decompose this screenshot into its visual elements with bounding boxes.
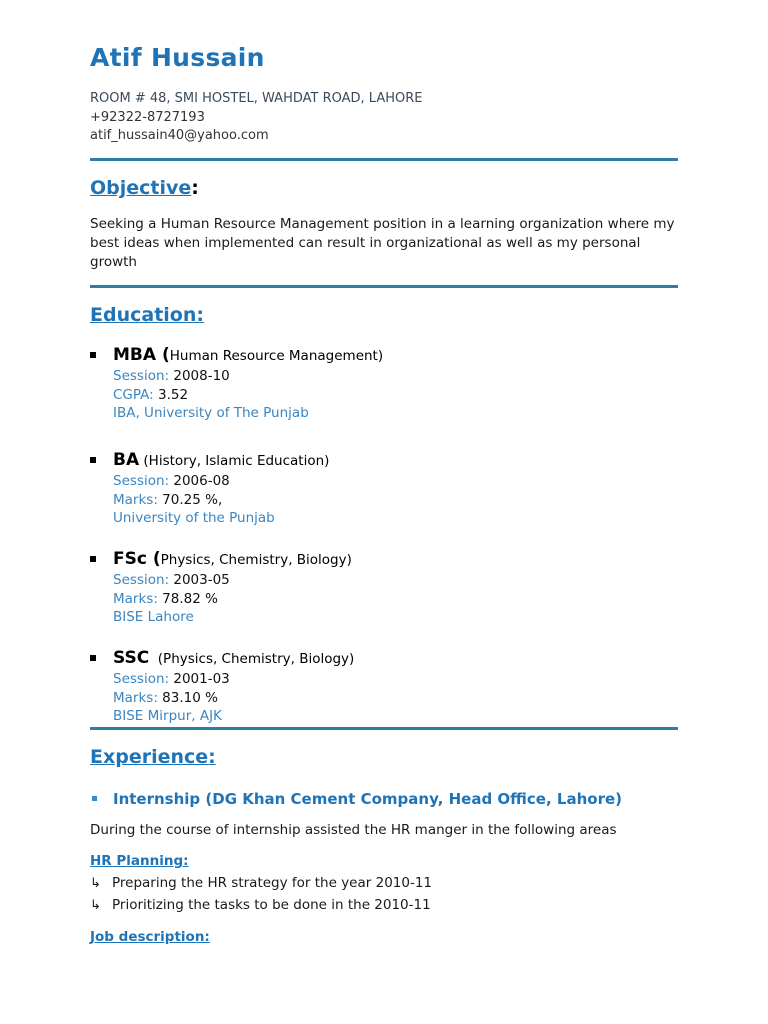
degree-name: BA [113, 450, 140, 470]
section-divider [90, 158, 678, 161]
degree-subjects: (History, Islamic Education) [139, 453, 330, 469]
grade-value: 83.10 % [162, 689, 218, 706]
bullet-icon [90, 457, 96, 463]
experience-title: Internship (DG Khan Cement Company, Head Office, Lahore) [113, 790, 622, 808]
task-text: Preparing the HR strategy for the year 2010-11 [112, 875, 433, 891]
bullet-icon [90, 352, 96, 358]
institution: BISE Lahore [113, 609, 194, 625]
session-value: 2006-08 [173, 473, 230, 489]
grade-label: Marks: [113, 590, 163, 607]
degree-name: MBA ( [113, 345, 170, 365]
education-heading: Education: [90, 304, 204, 326]
institution: BISE Mirpur, AJK [113, 708, 222, 724]
objective-heading-text: Objective [90, 177, 192, 199]
grade-value: 3.52 [158, 386, 189, 403]
degree-name: SSC [113, 648, 150, 668]
degree-name: FSc ( [113, 549, 161, 569]
grade-label: CGPA: [113, 386, 159, 403]
experience-heading: Experience: [90, 746, 216, 768]
session-value: 2008-10 [173, 368, 230, 384]
degree-subjects: Physics, Chemistry, Biology) [160, 552, 352, 568]
email-address: atif_hussain40@yahoo.com [90, 128, 269, 143]
objective-heading-colon: : [191, 177, 199, 199]
session-label: Session: [113, 671, 174, 687]
bullet-icon [90, 655, 96, 661]
task-text: Prioritizing the tasks to be done in the 2010-11 [112, 897, 431, 913]
grade-value: 78.82 % [162, 590, 218, 607]
degree-subjects: Human Resource Management) [169, 348, 384, 364]
address: ROOM # 48, SMI HOSTEL, WAHDAT ROAD, LAHORE [90, 91, 423, 106]
objective-text: Seeking a Human Resource Management position in a learning organization where my best ideas when implemented can result in organizational as well as my personal growth [90, 216, 675, 270]
session-label: Session: [113, 572, 174, 588]
bullet-icon [92, 796, 97, 801]
session-label: Session: [113, 368, 174, 384]
task-item [90, 875, 432, 891]
institution: IBA, University of The Punjab [113, 405, 309, 421]
session-value: 2001-03 [173, 671, 230, 687]
contact-block [90, 90, 422, 146]
session-label: Session: [113, 473, 174, 489]
hr-planning-heading: HR Planning: [90, 853, 189, 869]
task-item [90, 897, 431, 913]
degree-subjects: (Physics, Chemistry, Biology) [149, 651, 355, 667]
phone-number: +92322-8727193 [90, 109, 205, 125]
job-description-heading: Job description: [90, 929, 210, 945]
experience-intro: During the course of internship assisted the HR manger in the following areas [90, 822, 617, 838]
objective-heading [90, 177, 199, 199]
bullet-icon [90, 556, 96, 562]
hook-arrow-icon: ↳ [90, 876, 101, 891]
session-value: 2003-05 [173, 572, 230, 588]
institution: University of the Punjab [113, 510, 275, 526]
candidate-name: Atif Hussain [90, 43, 265, 72]
section-divider [90, 285, 678, 288]
hook-arrow-icon: ↳ [90, 898, 101, 913]
grade-label: Marks: [113, 689, 163, 706]
grade-value: 70.25 %, [162, 491, 223, 508]
section-divider [90, 727, 678, 730]
grade-label: Marks: [113, 491, 163, 508]
